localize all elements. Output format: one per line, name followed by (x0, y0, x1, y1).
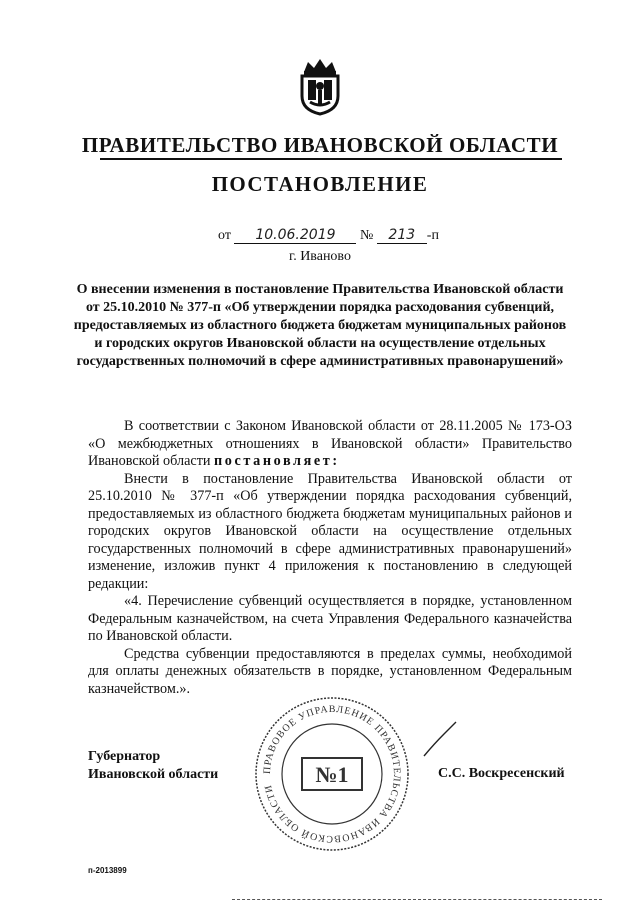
government-title: ПРАВИТЕЛЬСТВО ИВАНОВСКОЙ ОБЛАСТИ (81, 133, 559, 157)
resolves-word: постановляет: (214, 453, 340, 469)
body-paragraph-2: Внести в постановление Правительства Ивановской области от 25.10.2010 № 377-п «Об утверждении порядка расходования субвенций, предоставляемых из областного бюджета бюджетам муниципальных районов и городских округов Ивановской области на осуществление отдельных государственных полномочий в сфере административных правонарушений» изменение, изложив пункт 4 приложения к постановлению в следующей редакции: (88, 470, 572, 592)
title-underline (100, 158, 562, 160)
official-stamp (252, 694, 412, 854)
signer-position-line-2: Ивановской области (88, 767, 219, 782)
ivanovo-coat-of-arms-icon (290, 56, 350, 116)
body-paragraph-4: Средства субвенции предоставляются в пределах суммы, необходимой для оплаты денежных обязательств в порядке, установленном Федеральным казначейством.». (88, 645, 572, 697)
handwritten-signature (420, 720, 460, 760)
document-subject: О внесении изменения в постановление Правительства Ивановской области от 25.10.2010 № 377-п «Об утверждении порядка расходования субвенций, предоставляемых из областного бюджета бюджетам муниципальных районов и городских округов Ивановской области на осуществление отдельных государственных полномочий в сфере административных правонарушений» (73, 282, 567, 369)
document-code: п-2013899 (88, 866, 127, 875)
date-number-line (218, 228, 439, 244)
document-type-title: ПОСТАНОВЛЕНИЕ (211, 172, 429, 196)
document-body (88, 418, 572, 698)
number-suffix: -п (426, 228, 439, 243)
from-label: от (218, 228, 231, 243)
signer-name: С.С. Воскресенский (438, 766, 565, 781)
signer-position (88, 748, 218, 784)
stamp-number: №1 (315, 762, 349, 787)
number-label: № (359, 228, 374, 243)
city-label: г. Иваново (289, 249, 351, 264)
body-paragraph-3: «4. Перечисление субвенций осуществляется в порядке, установленном Федеральным казначейством, на счета Управления Федерального казначейства по Ивановской области. (88, 593, 572, 644)
stamp-ring-text: ПРАВОВОЕ УПРАВЛЕНИЕ ПРАВИТЕЛЬСТВА ИВАНОВСКОЙ ОБЛАСТИ (261, 703, 403, 845)
paragraph-1-text: В соответствии с Законом Ивановской области от 28.11.2005 № 173-ОЗ «О межбюджетных отношениях в Ивановской области» Правительство Ивановской области (88, 418, 572, 469)
bottom-divider (232, 899, 602, 900)
handwritten-number: 213 (377, 228, 427, 244)
handwritten-date: 10.06.2019 (234, 228, 356, 244)
body-paragraph-1 (88, 418, 572, 471)
signer-position-line-1: Губернатор (88, 749, 161, 764)
